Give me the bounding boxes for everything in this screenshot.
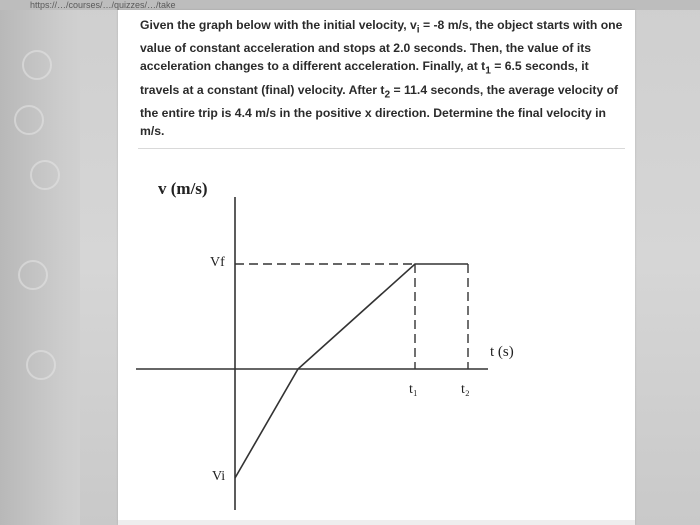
- question-part: = 11.4 seconds, the average velocity of the entire trip is 4.4 m/s in the positive x direction. Determine the final velocity in m/s.: [140, 82, 619, 139]
- velocity-time-graph: [118, 10, 635, 525]
- y-axis-label: v (m/s): [158, 179, 208, 198]
- subscript: 2: [384, 89, 391, 101]
- question-part: = 6.5 seconds, it travels at a constant (final) velocity. After t: [140, 59, 589, 97]
- subscript: i: [416, 24, 420, 36]
- decorative-ring: [14, 105, 44, 135]
- decorative-ring: [18, 260, 48, 290]
- quiz-question-card: [118, 10, 635, 525]
- decorative-ring: [22, 50, 52, 80]
- decorative-ring: [26, 350, 56, 380]
- background-pattern: [0, 10, 80, 525]
- url-text: https://…/courses/…/quizzes/…/take: [30, 0, 176, 10]
- t1-label: t₁: [409, 382, 418, 397]
- vi-label: Vi: [212, 469, 226, 484]
- velocity-curve: [235, 264, 468, 478]
- question-part: = -8 m/s, the object starts with one value of constant acceleration and stops at 2.0 seconds. Then, the value of its acceleration changes to a different acceleration. Finally, at t: [140, 18, 623, 74]
- subscript: 1: [485, 65, 491, 77]
- card-bottom-edge: [118, 520, 635, 525]
- vf-label: Vf: [210, 255, 225, 270]
- question-part: Given the graph below with the initial velocity, v: [140, 18, 417, 32]
- t2-label: t₂: [461, 382, 470, 397]
- decorative-ring: [30, 160, 60, 190]
- browser-url-strip: [0, 0, 700, 10]
- x-axis-label: t (s): [490, 344, 514, 360]
